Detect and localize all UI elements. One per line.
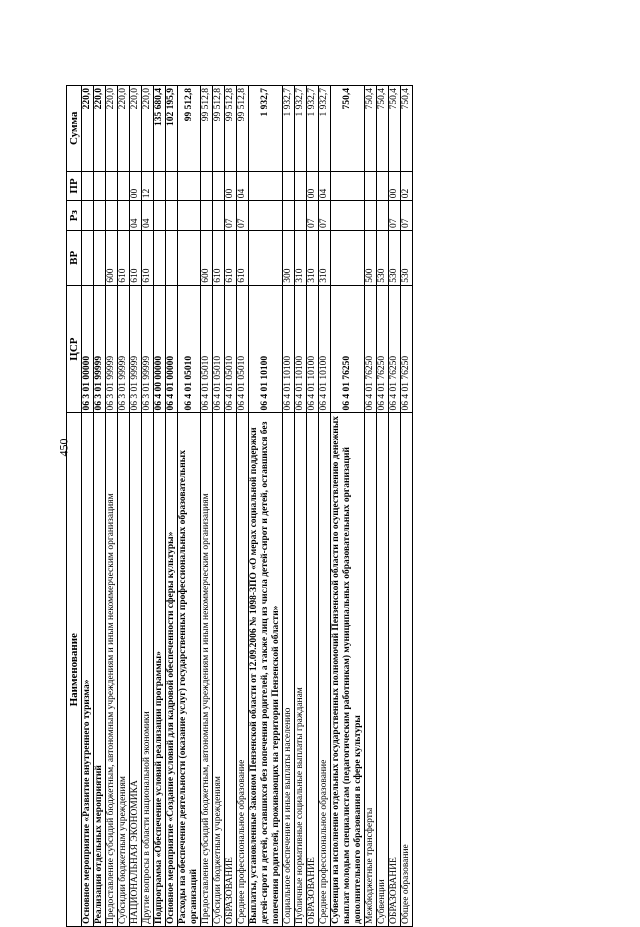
- cell-pr: [178, 171, 201, 201]
- cell-sum: 220,0: [94, 86, 106, 172]
- cell-csr: 06 3 01 99999: [106, 285, 118, 413]
- table-row: [130, 86, 142, 927]
- cell-pr: [94, 171, 106, 201]
- cell-pr: 00: [225, 171, 237, 201]
- cell-rz: 07: [225, 201, 237, 231]
- cell-name: Основное мероприятие «Создание условий для кадровой обеспеченности сферы культуры»: [166, 413, 178, 927]
- cell-csr: 06 4 01 76250: [331, 285, 365, 413]
- cell-pr: 00: [130, 171, 142, 201]
- cell-sum: 1 932,7: [295, 86, 307, 172]
- table-row: [237, 86, 249, 927]
- cell-vr: [82, 230, 94, 285]
- cell-name: Социальное обеспечение и иные выплаты населению: [283, 413, 295, 927]
- cell-rz: 04: [130, 201, 142, 231]
- cell-csr: 06 3 01 00000: [82, 285, 94, 413]
- cell-rz: [331, 201, 365, 231]
- cell-vr: 300: [283, 230, 295, 285]
- cell-rz: [82, 201, 94, 231]
- header-csr: ЦСР: [67, 285, 82, 413]
- table-row: [154, 86, 166, 927]
- cell-pr: [166, 171, 178, 201]
- cell-vr: [154, 230, 166, 285]
- cell-rz: 04: [142, 201, 154, 231]
- table-row: [331, 86, 365, 927]
- cell-rz: [249, 201, 283, 231]
- cell-csr: 06 4 01 05010: [213, 285, 225, 413]
- cell-rz: [365, 201, 377, 231]
- cell-rz: [295, 201, 307, 231]
- cell-csr: 06 4 01 10100: [319, 285, 331, 413]
- cell-vr: 610: [213, 230, 225, 285]
- cell-rz: [213, 201, 225, 231]
- page-number: 450: [56, 438, 71, 457]
- table-row: [106, 86, 118, 927]
- cell-sum: 135 680,4: [154, 86, 166, 172]
- cell-csr: 06 4 01 05010: [178, 285, 201, 413]
- cell-vr: [166, 230, 178, 285]
- cell-vr: 530: [377, 230, 389, 285]
- cell-pr: [213, 171, 225, 201]
- table-row: [142, 86, 154, 927]
- header-vr: ВР: [67, 230, 82, 285]
- cell-csr: 06 4 01 76250: [365, 285, 377, 413]
- cell-vr: 500: [365, 230, 377, 285]
- cell-sum: 1 932,7: [283, 86, 295, 172]
- cell-pr: [154, 171, 166, 201]
- cell-csr: 06 4 01 10100: [249, 285, 283, 413]
- cell-sum: 220,0: [130, 86, 142, 172]
- cell-csr: 06 4 01 05010: [225, 285, 237, 413]
- table-row: [82, 86, 94, 927]
- cell-name: Выплаты, установленные Законом Пензенской области от 12.09.2006 № 1098-ЗПО «О мерах социальной поддержки детей-сирот и детей, оставшихся без попечения родителей, а также лиц из числа детей-сирот и детей, оставшихся без попечения родителей, проживающих на территории Пензенской области»: [249, 413, 283, 927]
- table-row: [283, 86, 295, 927]
- cell-sum: 99 512,8: [225, 86, 237, 172]
- cell-csr: 06 4 01 76250: [389, 285, 401, 413]
- cell-rz: [106, 201, 118, 231]
- table-body: [82, 86, 413, 927]
- cell-vr: 610: [225, 230, 237, 285]
- cell-csr: 06 4 01 10100: [295, 285, 307, 413]
- cell-pr: [82, 171, 94, 201]
- cell-name: Основное мероприятие «Развитие внутреннего туризма»: [82, 413, 94, 927]
- table-row: [365, 86, 377, 927]
- cell-pr: 00: [389, 171, 401, 201]
- cell-csr: 06 4 01 05010: [201, 285, 213, 413]
- cell-name: НАЦИОНАЛЬНАЯ ЭКОНОМИКА: [130, 413, 142, 927]
- cell-vr: 530: [389, 230, 401, 285]
- cell-rz: [118, 201, 130, 231]
- cell-csr: 06 4 01 10100: [283, 285, 295, 413]
- cell-rz: [166, 201, 178, 231]
- cell-vr: 610: [237, 230, 249, 285]
- cell-pr: 02: [401, 171, 413, 201]
- cell-rz: [94, 201, 106, 231]
- cell-vr: 310: [295, 230, 307, 285]
- cell-rz: [178, 201, 201, 231]
- table-row: [377, 86, 389, 927]
- cell-sum: 220,0: [142, 86, 154, 172]
- table-row: [295, 86, 307, 927]
- cell-pr: [201, 171, 213, 201]
- cell-csr: 06 4 01 05010: [237, 285, 249, 413]
- cell-sum: 750,4: [401, 86, 413, 172]
- cell-name: Межбюджетные трансферты: [365, 413, 377, 927]
- cell-vr: 600: [106, 230, 118, 285]
- cell-rz: [154, 201, 166, 231]
- header-name: Наименование: [67, 413, 82, 927]
- cell-rz: 07: [401, 201, 413, 231]
- cell-sum: 750,4: [365, 86, 377, 172]
- cell-rz: 07: [319, 201, 331, 231]
- cell-sum: 750,4: [389, 86, 401, 172]
- cell-rz: 07: [307, 201, 319, 231]
- cell-name: Подпрограмма «Обеспечение условий реализации программы»: [154, 413, 166, 927]
- cell-pr: [377, 171, 389, 201]
- cell-sum: 220,0: [82, 86, 94, 172]
- cell-name: ОБРАЗОВАНИЕ: [389, 413, 401, 927]
- cell-sum: 99 512,8: [178, 86, 201, 172]
- table-row: [389, 86, 401, 927]
- cell-pr: [249, 171, 283, 201]
- cell-vr: 610: [118, 230, 130, 285]
- cell-sum: 102 195,9: [166, 86, 178, 172]
- cell-csr: 06 4 01 00000: [166, 285, 178, 413]
- header-sum: Сумма: [67, 86, 82, 172]
- table-row: [94, 86, 106, 927]
- cell-rz: [377, 201, 389, 231]
- cell-name: Среднее профессиональное образование: [319, 413, 331, 927]
- cell-pr: [106, 171, 118, 201]
- cell-vr: [331, 230, 365, 285]
- cell-name: Расходы на обеспечение деятельности (оказание услуг) государственных профессиональных образовательных организаций: [178, 413, 201, 927]
- cell-vr: 610: [130, 230, 142, 285]
- cell-name: Предоставление субсидий бюджетным, автономным учреждениям и иным некоммерческим организациям: [106, 413, 118, 927]
- cell-name: Другие вопросы в области национальной экономики: [142, 413, 154, 927]
- cell-csr: 06 3 01 99999: [130, 285, 142, 413]
- header-pr: ПР: [67, 171, 82, 201]
- table-row: [319, 86, 331, 927]
- cell-pr: [283, 171, 295, 201]
- table-header-row: [67, 86, 82, 927]
- table-row: [166, 86, 178, 927]
- table-row: [118, 86, 130, 927]
- cell-name: Субвенция на исполнение отдельных государственных полномочий Пензенской области по осуществлению денежных выплат молодым специалистам (педагогическим работникам) муниципальных образовательных организаций дополнительного образования в сфере культуры: [331, 413, 365, 927]
- cell-vr: 530: [401, 230, 413, 285]
- cell-rz: [201, 201, 213, 231]
- table-row: [401, 86, 413, 927]
- cell-csr: 06 3 01 99999: [94, 285, 106, 413]
- cell-rz: 07: [389, 201, 401, 231]
- cell-rz: 07: [237, 201, 249, 231]
- cell-vr: [249, 230, 283, 285]
- cell-sum: 220,0: [106, 86, 118, 172]
- cell-sum: 1 932,7: [307, 86, 319, 172]
- cell-pr: [365, 171, 377, 201]
- table-row: [225, 86, 237, 927]
- cell-pr: [295, 171, 307, 201]
- table-row: [249, 86, 283, 927]
- header-rz: Рз: [67, 201, 82, 231]
- cell-name: Публичные нормативные социальные выплаты гражданам: [295, 413, 307, 927]
- cell-name: Среднее профессиональное образование: [237, 413, 249, 927]
- cell-csr: 06 3 01 99999: [142, 285, 154, 413]
- cell-pr: 12: [142, 171, 154, 201]
- cell-csr: 06 4 01 76250: [401, 285, 413, 413]
- table-row: [178, 86, 201, 927]
- cell-pr: [331, 171, 365, 201]
- cell-vr: 310: [307, 230, 319, 285]
- cell-sum: 750,4: [331, 86, 365, 172]
- cell-vr: [94, 230, 106, 285]
- table-row: [307, 86, 319, 927]
- table-row: [201, 86, 213, 927]
- cell-pr: [118, 171, 130, 201]
- cell-vr: [178, 230, 201, 285]
- cell-csr: 06 4 01 10100: [307, 285, 319, 413]
- cell-name: Общее образование: [401, 413, 413, 927]
- cell-name: Предоставление субсидий бюджетным, автономным учреждениям и иным некоммерческим организациям: [201, 413, 213, 927]
- cell-vr: 600: [201, 230, 213, 285]
- cell-sum: 1 932,7: [249, 86, 283, 172]
- cell-sum: 99 512,8: [213, 86, 225, 172]
- cell-name: Субвенции: [377, 413, 389, 927]
- cell-pr: 00: [307, 171, 319, 201]
- cell-name: Реализация отдельных мероприятий: [94, 413, 106, 927]
- table-row: [213, 86, 225, 927]
- cell-vr: 310: [319, 230, 331, 285]
- cell-pr: 04: [237, 171, 249, 201]
- cell-csr: 06 4 00 00000: [154, 285, 166, 413]
- cell-sum: 99 512,8: [201, 86, 213, 172]
- cell-sum: 750,4: [377, 86, 389, 172]
- cell-name: Субсидии бюджетным учреждениям: [213, 413, 225, 927]
- budget-table-container: [66, 85, 584, 927]
- cell-name: ОБРАЗОВАНИЕ: [307, 413, 319, 927]
- budget-table: [66, 85, 413, 927]
- cell-vr: 610: [142, 230, 154, 285]
- cell-sum: 99 512,8: [237, 86, 249, 172]
- cell-name: ОБРАЗОВАНИЕ: [225, 413, 237, 927]
- cell-sum: 1 932,7: [319, 86, 331, 172]
- cell-pr: 04: [319, 171, 331, 201]
- cell-name: Субсидии бюджетным учреждениям: [118, 413, 130, 927]
- cell-rz: [283, 201, 295, 231]
- cell-csr: 06 3 01 99999: [118, 285, 130, 413]
- cell-sum: 220,0: [118, 86, 130, 172]
- cell-csr: 06 4 01 76250: [377, 285, 389, 413]
